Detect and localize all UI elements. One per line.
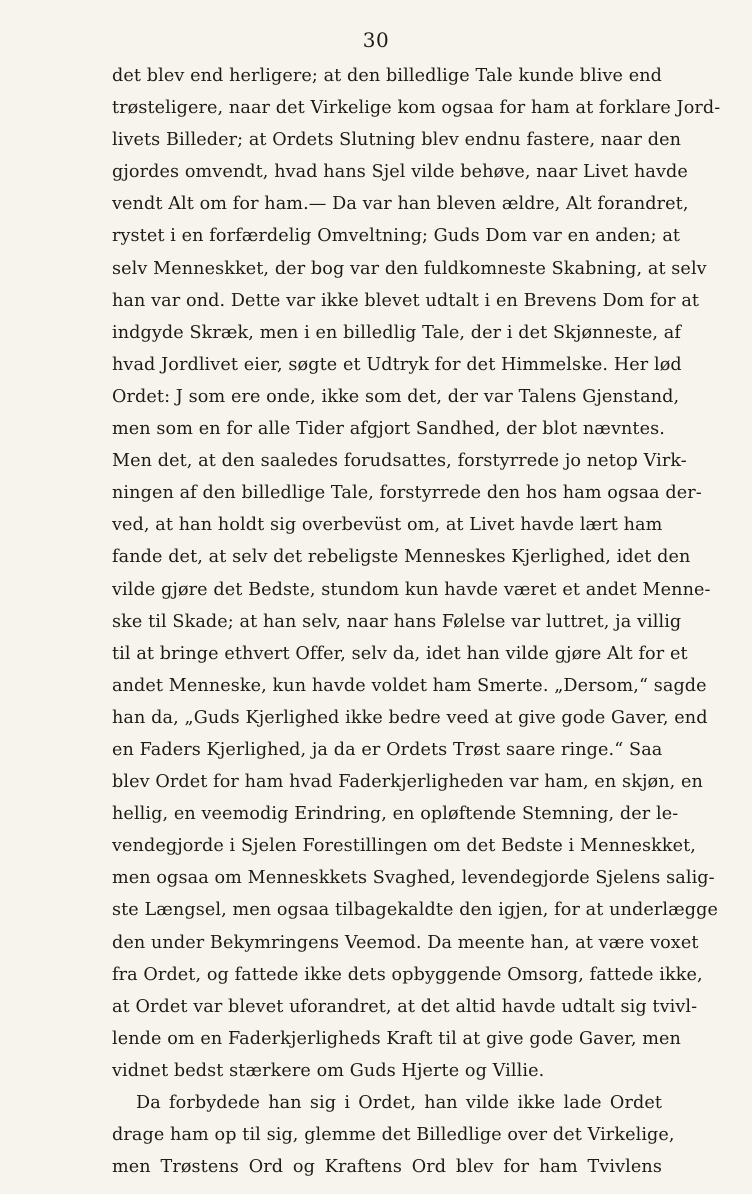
text-line: ved, at han holdt sig overbevüst om, at Livet havde lært ham — [112, 515, 663, 536]
paragraph-start-line: Da forbydede han sig i Ordet, han vilde ikke lade Ordet — [136, 1093, 662, 1113]
text-line: vendegjorde i Sjelen Forestillingen om det Bedste i Menneskket, — [112, 836, 696, 857]
text-line: den under Bekymringens Veemod. Da meente han, at være voxet — [112, 932, 699, 953]
text-line: fra Ordet, og fattede ikke dets opbyggende Omsorg, fattede ikke, — [112, 964, 703, 985]
text-line: han da, „Guds Kjerlighed ikke bedre veed at give gode Gaver, end — [112, 707, 708, 728]
text-line: ste Længsel, men ogsaa tilbagekaldte den igjen, for at underlægge — [112, 900, 718, 921]
text-line: livets Billeder; at Ordets Slutning blev endnu fastere, naar den — [112, 130, 682, 151]
body-text — [112, 60, 721, 1183]
text-line: det blev end herligere; at den billedlige Tale kunde blive end — [112, 66, 663, 86]
text-line: fande det, at selv det rebeligste Menneskes Kjerlighed, idet den — [112, 547, 691, 568]
text-line: hvad Jordlivet eier, søgte et Udtryk for det Himmelske. Her lød — [112, 354, 682, 375]
text-line: men som en for alle Tider afgjort Sandhed, der blot nævntes. — [112, 419, 665, 440]
text-line: gjordes omvendt, hvad hans Sjel vilde behøve, naar Livet havde — [112, 162, 688, 183]
text-line: til at bringe ethvert Offer, selv da, idet han vilde gjøre Alt for et — [112, 643, 688, 664]
text-line: hellig, en veemodig Erindring, en opløftende Stemning, der le- — [112, 804, 679, 825]
paragraph-end-line: vidnet bedst stærkere om Guds Hjerte og Villie. — [112, 1060, 545, 1081]
text-line: vendt Alt om for ham.— Da var han bleven ældre, Alt forandret, — [112, 194, 689, 215]
text-line: Men det, at den saaledes forudsattes, forstyrrede jo netop Virk- — [112, 451, 687, 472]
text-line: selv Menneskket, der bog var den fuldkomneste Skabning, at selv — [112, 258, 707, 279]
text-line: Ordet: J som ere onde, ikke som det, der var Talens Gjenstand, — [112, 386, 680, 407]
text-line: rystet i en forfærdelig Omveltning; Guds Dom var en anden; at — [112, 226, 681, 247]
text-line: andet Menneske, kun havde voldet ham Smerte. „Dersom,“ sagde — [112, 675, 707, 696]
text-line: men Trøstens Ord og Kraftens Ord blev for ham Tvivlens — [112, 1157, 662, 1178]
text-line: ske til Skade; at han selv, naar hans Følelse var luttret, ja villig — [112, 611, 682, 632]
text-line: ningen af den billedlige Tale, forstyrrede den hos ham ogsaa der- — [112, 483, 702, 504]
text-line: trøsteligere, naar det Virkelige kom ogsaa for ham at forklare Jord- — [112, 98, 721, 119]
text-line: at Ordet var blevet uforandret, at det altid havde udtalt sig tvivl- — [112, 996, 698, 1017]
text-line: vilde gjøre det Bedste, stundom kun havde været et andet Menne- — [112, 579, 711, 600]
text-line: en Faders Kjerlighed, ja da er Ordets Trøst saare ringe.“ Saa — [112, 739, 663, 760]
text-line: han var ond. Dette var ikke blevet udtalt i en Brevens Dom for at — [112, 290, 700, 311]
text-line: men ogsaa om Menneskkets Svaghed, levendegjorde Sjelens salig- — [112, 868, 715, 889]
page-number: 30 — [362, 28, 390, 52]
text-line: indgyde Skræk, men i en billedlig Tale, der i det Skjønneste, af — [112, 322, 681, 343]
text-line: lende om en Faderkjerligheds Kraft til at give gode Gaver, men — [112, 1028, 681, 1049]
text-line: blev Ordet for ham hvad Faderkjerligheden var ham, en skjøn, en — [112, 772, 703, 793]
text-line: drage ham op til sig, glemme det Billedlige over det Virkelige, — [112, 1125, 675, 1146]
